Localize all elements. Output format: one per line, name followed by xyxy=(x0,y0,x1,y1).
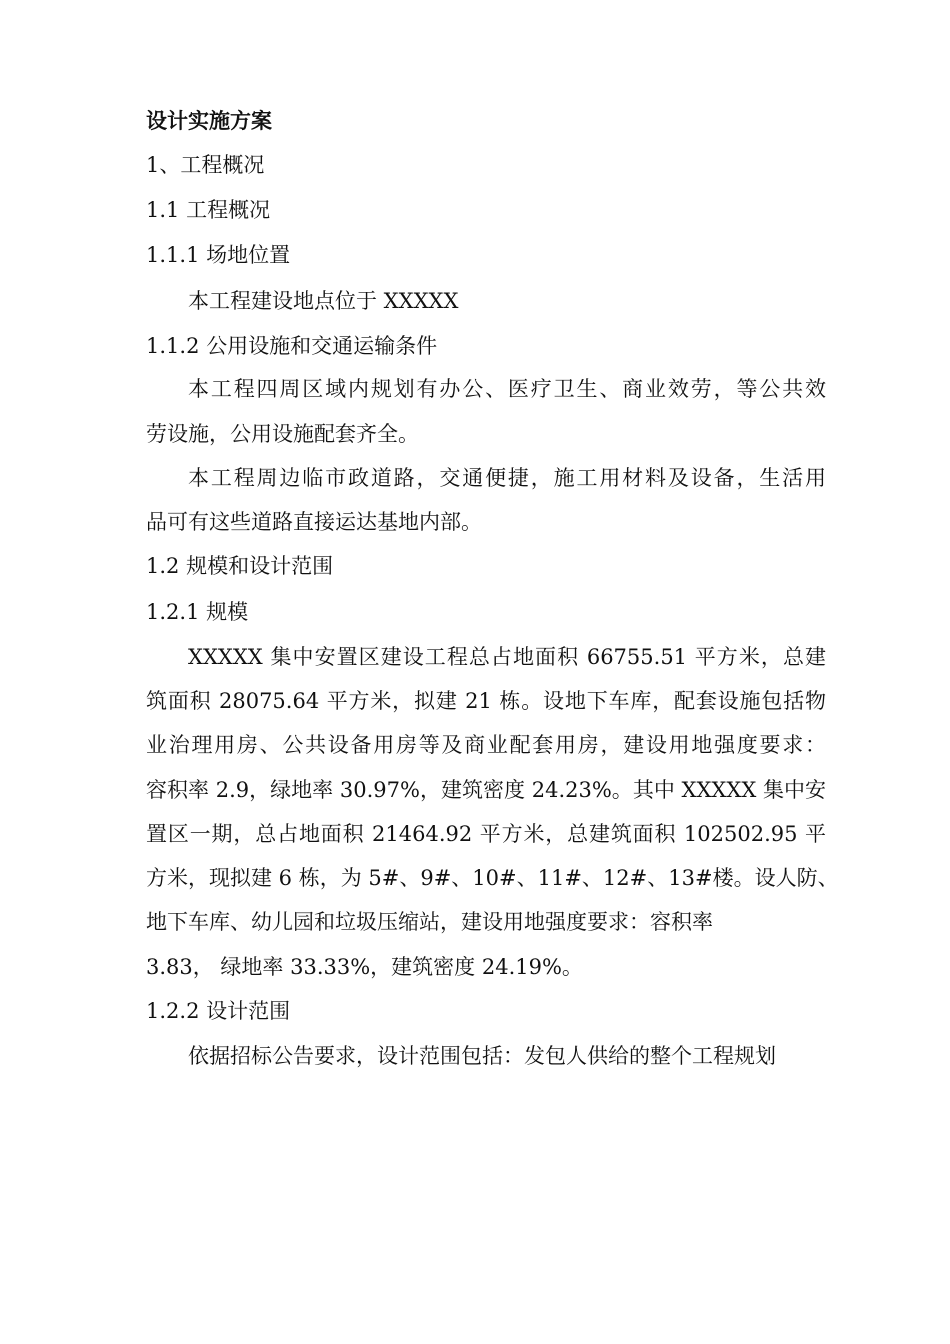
paragraph-traffic-line-1: 本工程周边临市政道路，交通便捷，施工用材料及设备，生活用 xyxy=(188,466,826,490)
paragraph-facilities-line-2: 劳设施，公用设施配套齐全。 xyxy=(146,422,419,446)
heading-section-1-1: 1.1 工程概况 xyxy=(146,198,271,222)
paragraph-scale-line-3: 业治理用房、公共设备用房等及商业配套用房，建设用地强度要求： xyxy=(146,733,826,757)
paragraph-scale-line-6: 方米，现拟建 6 栋，为 5#、9#、10#、11#、12#、13#楼。设人防、 xyxy=(146,866,839,890)
paragraph-scale-line-7: 地下车库、幼儿园和垃圾压缩站，建设用地强度要求：容积率 xyxy=(146,910,713,934)
heading-section-1-2-1: 1.2.1 规模 xyxy=(146,600,249,624)
heading-section-1-2-2: 1.2.2 设计范围 xyxy=(146,999,291,1023)
paragraph-scale-line-5: 置区一期，总占地面积 21464.92 平方米，总建筑面积 102502.95 平 xyxy=(146,822,826,846)
paragraph-scale-line-4: 容积率 2.9，绿地率 30.97%，建筑密度 24.23%。其中 XXXXX 集中安 xyxy=(146,778,826,802)
paragraph-design-scope-line-1: 依据招标公告要求，设计范围包括：发包人供给的整个工程规划 xyxy=(188,1044,776,1068)
paragraph-scale-line-8: 3.83， 绿地率 33.33%，建筑密度 24.19%。 xyxy=(146,955,583,979)
paragraph-scale-line-1: XXXXX 集中安置区建设工程总占地面积 66755.51 平方米，总建 xyxy=(188,645,826,669)
paragraph-traffic-line-2: 品可有这些道路直接运达基地内部。 xyxy=(146,510,482,534)
heading-section-1-1-2: 1.1.2 公用设施和交通运输条件 xyxy=(146,334,438,358)
paragraph-site-location: 本工程建设地点位于 XXXXX xyxy=(188,289,459,313)
heading-section-1-1-1: 1.1.1 场地位置 xyxy=(146,243,291,267)
paragraph-scale-line-2: 筑面积 28075.64 平方米，拟建 21 栋。设地下车库，配套设施包括物 xyxy=(146,689,826,713)
paragraph-facilities-line-1: 本工程四周区域内规划有办公、医疗卫生、商业效劳，等公共效 xyxy=(188,377,826,401)
heading-section-1: 1、工程概况 xyxy=(146,153,265,177)
document-title: 设计实施方案 xyxy=(146,108,272,133)
heading-section-1-2: 1.2 规模和设计范围 xyxy=(146,554,334,578)
